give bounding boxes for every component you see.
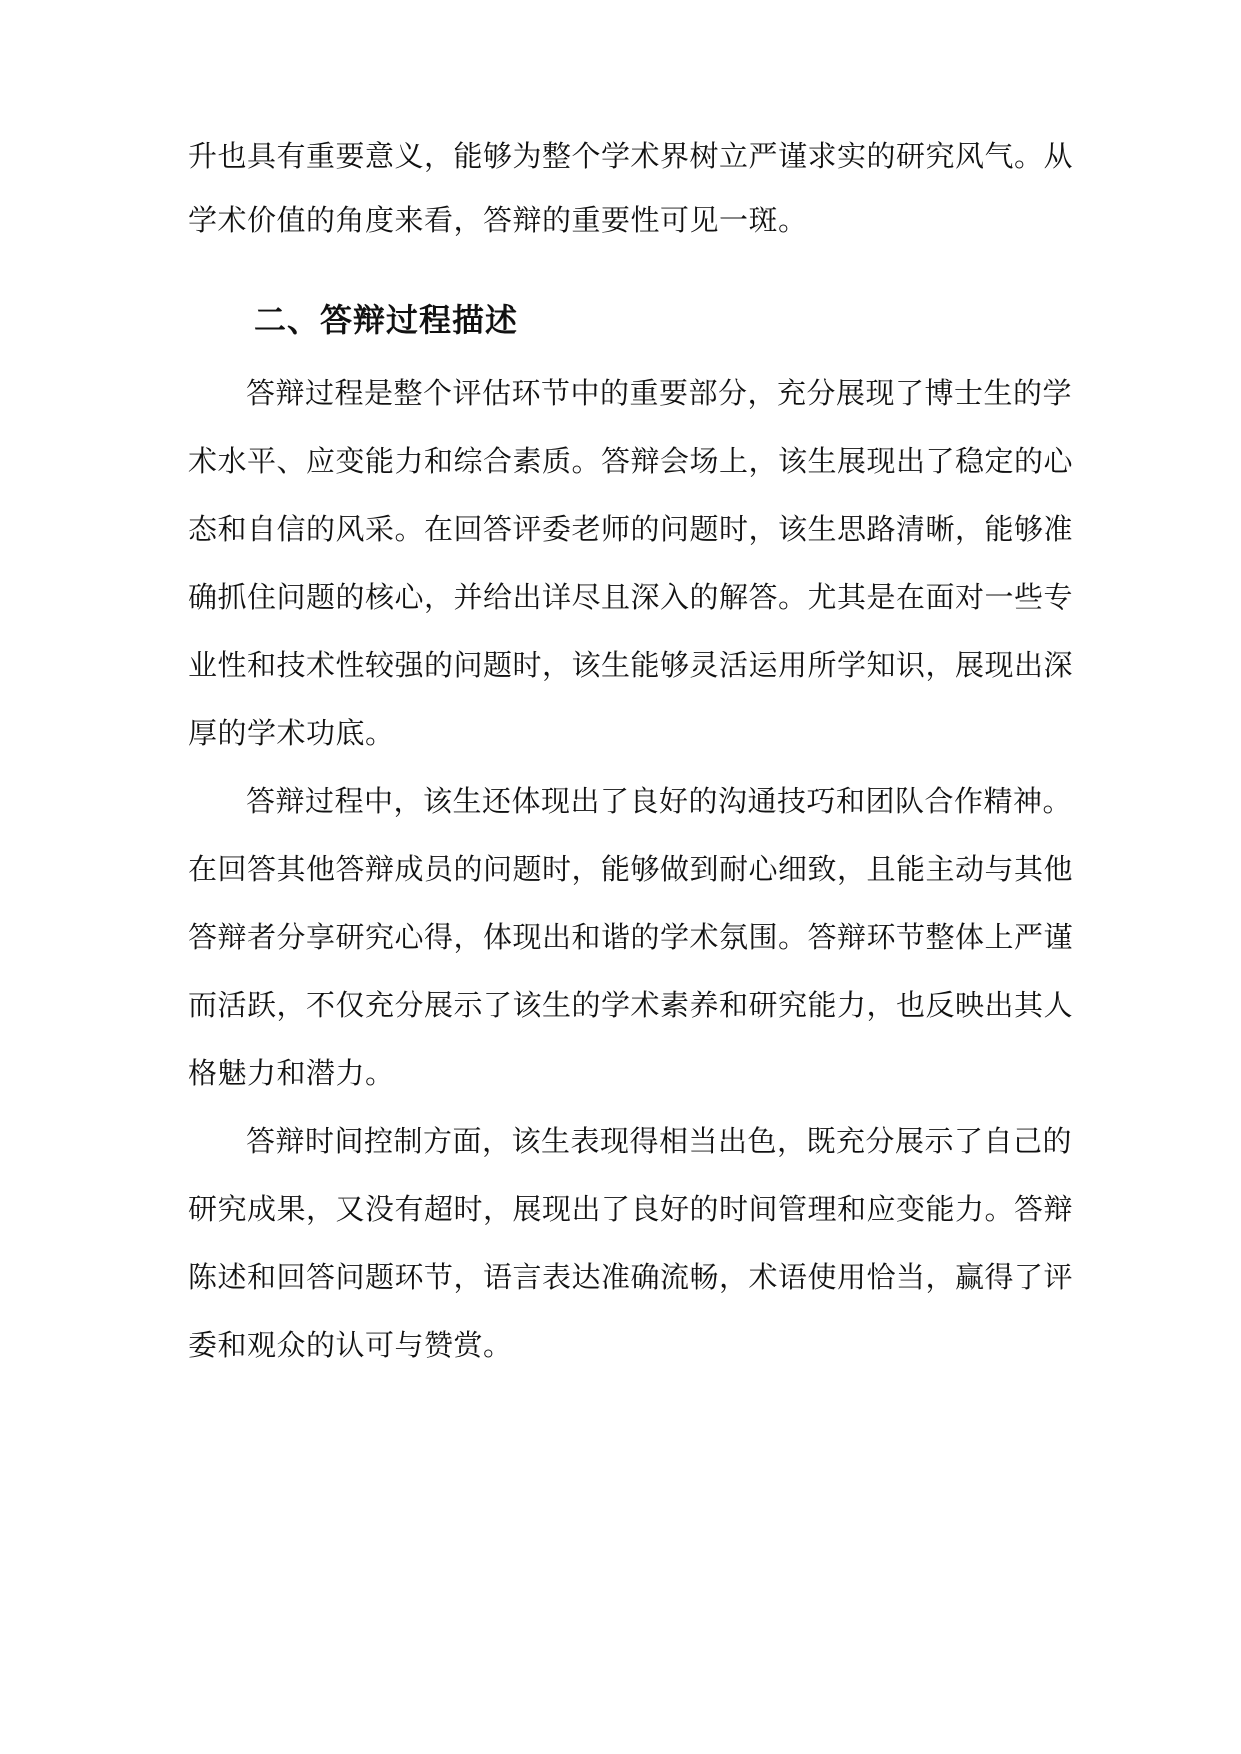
text-line: 学术价值的角度来看，答辩的重要性可见一斑。 bbox=[188, 203, 808, 237]
text-line: 陈述和回答问题环节，语言表达准确流畅，术语使用恰当，赢得了评 bbox=[188, 1260, 1074, 1294]
text-line: 业性和技术性较强的问题时，该生能够灵活运用所学知识，展现出深 bbox=[188, 648, 1074, 682]
text-line: 答辩者分享研究心得，体现出和谐的学术氛围。答辩环节整体上严谨 bbox=[188, 920, 1074, 954]
text-line: 答辩过程中，该生还体现出了良好的沟通技巧和团队合作精神。 bbox=[246, 784, 1073, 818]
text-line: 厚的学术功底。 bbox=[188, 716, 395, 750]
section-heading: 二、答辩过程描述 bbox=[254, 301, 519, 339]
text-line: 在回答其他答辩成员的问题时，能够做到耐心细致，且能主动与其他 bbox=[188, 852, 1074, 886]
text-line: 答辩时间控制方面，该生表现得相当出色，既充分展示了自己的 bbox=[246, 1124, 1073, 1158]
text-line: 升也具有重要意义，能够为整个学术界树立严谨求实的研究风气。从 bbox=[188, 139, 1074, 173]
text-line: 研究成果，又没有超时，展现出了良好的时间管理和应变能力。答辩 bbox=[188, 1192, 1074, 1226]
text-line: 格魅力和潜力。 bbox=[188, 1056, 395, 1090]
text-line: 确抓住问题的核心，并给出详尽且深入的解答。尤其是在面对一些专 bbox=[188, 580, 1074, 614]
document-page bbox=[188, 0, 1074, 1754]
text-line: 而活跃，不仅充分展示了该生的学术素养和研究能力，也反映出其人 bbox=[188, 988, 1074, 1022]
text-line: 答辩过程是整个评估环节中的重要部分，充分展现了博士生的学 bbox=[246, 376, 1073, 410]
text-line: 委和观众的认可与赞赏。 bbox=[188, 1328, 513, 1362]
text-line: 态和自信的风采。在回答评委老师的问题时，该生思路清晰，能够准 bbox=[188, 512, 1074, 546]
text-line: 术水平、应变能力和综合素质。答辩会场上，该生展现出了稳定的心 bbox=[188, 444, 1074, 478]
